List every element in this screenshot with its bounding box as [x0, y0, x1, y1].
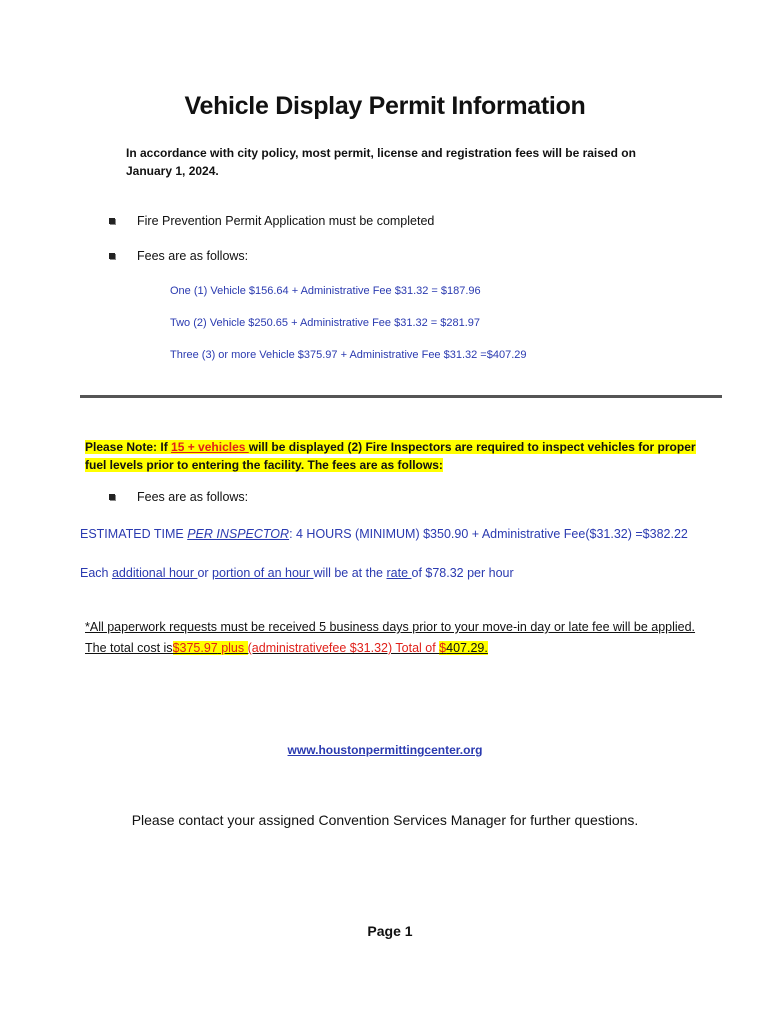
- bullet-item: [108, 490, 248, 504]
- total-value: 407.29.: [446, 641, 488, 655]
- total-cost-base: $375.97: [172, 641, 218, 655]
- total-cost-line: [85, 638, 695, 659]
- divider: [80, 395, 722, 398]
- bullet-text: Fees are as follows:: [137, 490, 249, 504]
- note-vehicle-count: 15 + vehicles: [171, 440, 249, 454]
- or-text: or: [197, 566, 213, 580]
- square-bullet-icon: [109, 494, 115, 500]
- rate-text: rate: [386, 566, 412, 580]
- bullet-text: Fees are as follows:: [137, 249, 249, 263]
- total-cost-label: The total cost is: [85, 641, 173, 655]
- inspector-note: [85, 438, 705, 474]
- page-number: Page 1: [367, 923, 413, 939]
- paperwork-notice: [85, 617, 695, 659]
- note-lead: Please Note: If: [85, 440, 172, 454]
- plus-text: plus: [217, 641, 248, 655]
- portion-of-hour-text: portion of an hour: [212, 566, 314, 580]
- additional-hour-line: [80, 566, 514, 580]
- square-bullet-icon: [109, 253, 115, 259]
- fee-line-two-vehicles: Two (2) Vehicle $250.65 + Administrative Fee $31.32 = $281.97: [170, 317, 481, 329]
- per-inspector-text: PER INSPECTOR: [187, 527, 290, 541]
- paperwork-deadline: *All paperwork requests must be received 5 business days prior to your move-in day or late fee will be applied.: [85, 620, 696, 634]
- fee-line-three-vehicles: Three (3) or more Vehicle $375.97 + Administrative Fee $31.32 =$407.29: [170, 349, 527, 361]
- each-text: Each: [80, 566, 112, 580]
- rate-value-text: of $78.32 per hour: [411, 566, 514, 580]
- admin-fee-text: (administrativefee $31.32) Total of: [247, 641, 440, 655]
- note-body: will be displayed (2) Fire Inspectors are required to inspect vehicles for proper fuel levels prior to entering the facility. The fees are as follows:: [85, 440, 696, 472]
- intro-text: In accordance with city policy, most permit, license and registration fees will be raised on January 1, 2024.: [126, 146, 636, 178]
- square-bullet-icon: [109, 218, 115, 224]
- website-link[interactable]: www.houstonpermittingcenter.org: [287, 743, 483, 757]
- bullet-item: [108, 249, 248, 263]
- estimated-time-fee: : 4 HOURS (MINIMUM) $350.90 + Administrative Fee($31.32) =$382.22: [289, 527, 688, 541]
- additional-hour-text: additional hour: [111, 566, 198, 580]
- page-title: Vehicle Display Permit Information: [184, 92, 586, 120]
- dollar-sign: $: [439, 641, 447, 655]
- estimated-time-line: [80, 527, 688, 541]
- fee-line-one-vehicle: One (1) Vehicle $156.64 + Administrative Fee $31.32 = $187.96: [170, 285, 481, 297]
- bullet-text: Fire Prevention Permit Application must be completed: [137, 214, 435, 228]
- bullet-item: [108, 214, 434, 228]
- will-be-text: will be at the: [313, 566, 387, 580]
- contact-text: Please contact your assigned Convention Services Manager for further questions.: [131, 812, 639, 828]
- estimated-time-label: ESTIMATED TIME: [80, 527, 188, 541]
